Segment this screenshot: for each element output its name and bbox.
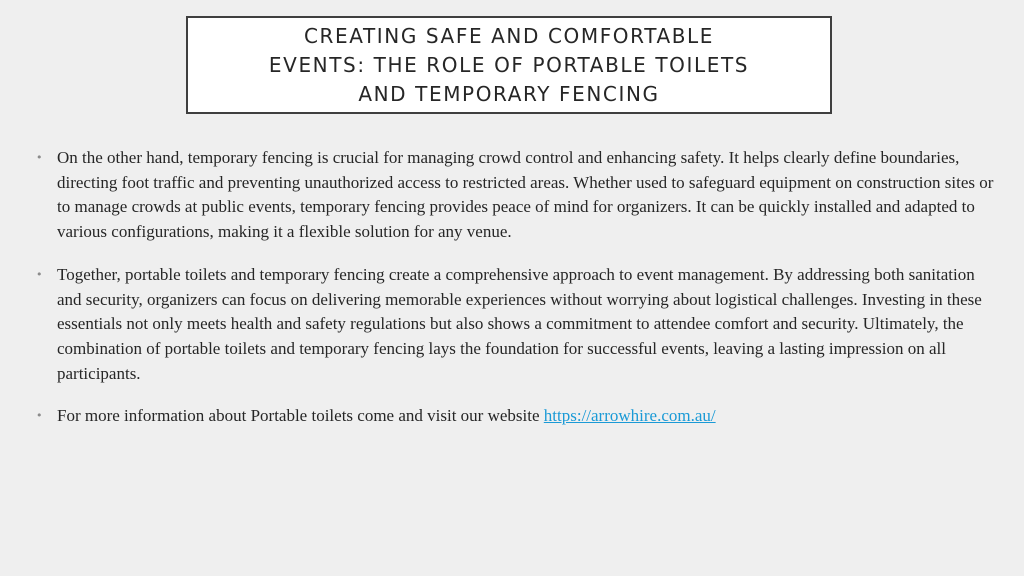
slide-title: CREATING SAFE AND COMFORTABLE EVENTS: THE ROLE OF PORTABLE TOILETS AND TEMPORARY FENCING — [268, 23, 750, 106]
bullet-item — [36, 146, 994, 245]
bullet-text: On the other hand, temporary fencing is crucial for managing crowd control and enhancing safety. It helps clearly define boundaries, directing foot traffic and preventing unauthorized access to restricted areas. Whether used to safeguard equipment on construction sites or to manage crowds at public events, temporary fencing provides peace of mind for organizers. It can be quickly installed and adapted to various configurations, making it a flexible solution for any venue. — [57, 148, 994, 242]
title-box — [186, 16, 832, 114]
bullet-text: Together, portable toilets and temporary fencing create a comprehensive approach to event management. By addressing both sanitation and security, organizers can focus on delivering memorable experiences without worrying about logistical challenges. Investing in these essentials not only meets health and safety regulations but also shows a commitment to attendee comfort and security. Ultimately, the combination of portable toilets and temporary fencing lays the foundation for successful events, leaving a lasting impression on all participants. — [57, 264, 982, 383]
bullet-item — [36, 404, 994, 429]
bullet-dot-icon: • — [36, 409, 43, 423]
bullet-item — [36, 263, 994, 387]
website-link[interactable]: https://arrowhire.com.au/ — [543, 406, 716, 426]
bullet-text: For more information about Portable toilets come and visit our website — [57, 406, 544, 426]
bullet-list — [36, 146, 994, 447]
bullet-dot-icon: • — [36, 267, 43, 281]
bullet-dot-icon: • — [36, 151, 43, 164]
